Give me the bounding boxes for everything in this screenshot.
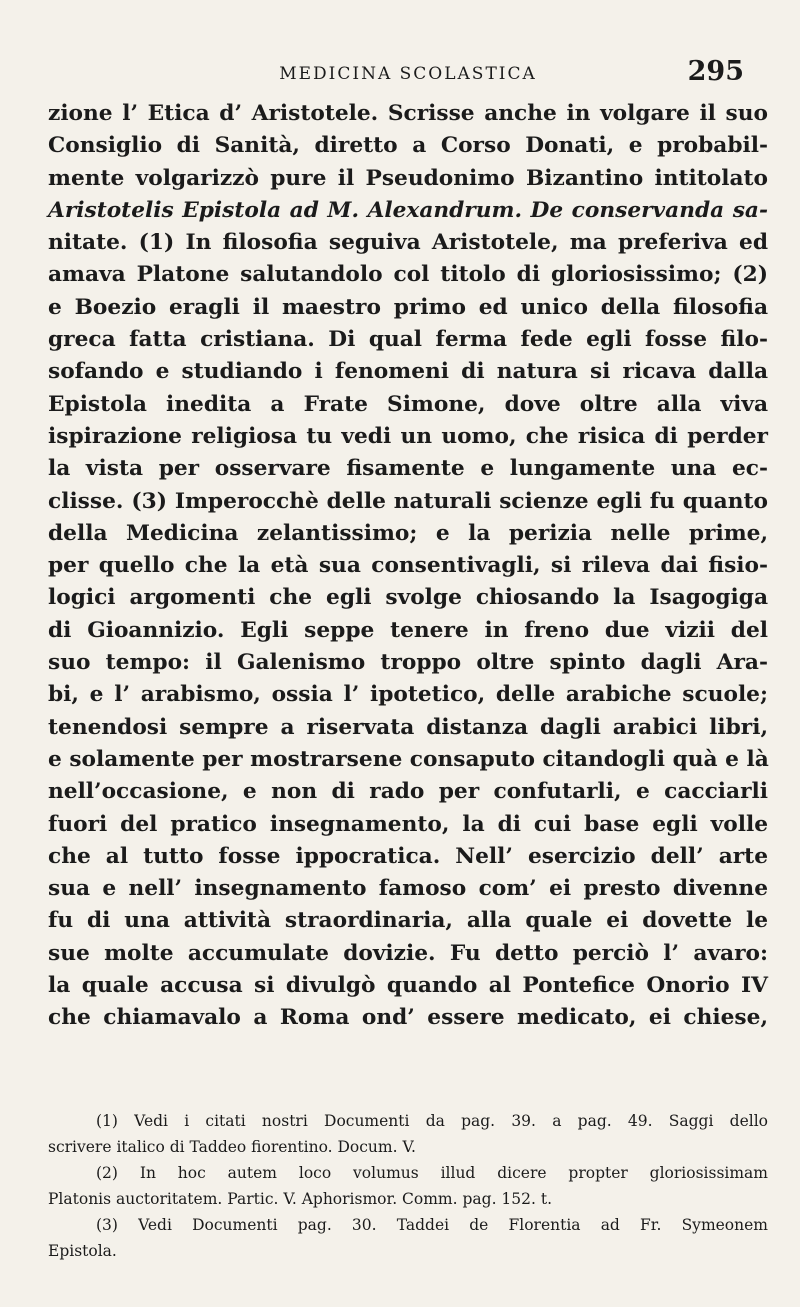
- text-line: la quale accusa si divulgò quando al Pontefice Onorio IV: [48, 973, 768, 999]
- text-line: clisse. (3) Imperocchè delle naturali scienze egli fu quanto: [48, 488, 768, 514]
- footnote-line: (2) In hoc autem loco volumus illud dicere propter gloriosissimam: [96, 1164, 768, 1182]
- text-line: che chiamavalo a Roma ond’ essere medicato, ei chiese,: [48, 1005, 768, 1031]
- text-line: della Medicina zelantissimo; e la perizia nelle prime,: [48, 520, 768, 546]
- text-line: di Gioannizio. Egli seppe tenere in freno due vizii del: [48, 617, 768, 643]
- main-text: [48, 98, 768, 1035]
- running-head: MEDICINA SCOLASTICA: [279, 64, 537, 84]
- footnote-line: scrivere italico di Taddeo fiorentino. Docum. V.: [48, 1138, 416, 1156]
- text-line: ispirazione religiosa tu vedi un uomo, che risica di perder: [48, 423, 768, 449]
- text-line: logici argomenti che egli svolge chiosando la Isagogiga: [48, 585, 768, 611]
- text-line: fu di una attività straordinaria, alla quale ei dovette le: [48, 908, 768, 934]
- text-line: greca fatta cristiana. Di qual ferma fede egli fosse filo-: [48, 327, 768, 353]
- footnote-line: (1) Vedi i citati nostri Documenti da pag. 39. a pag. 49. Saggi dello: [96, 1112, 768, 1130]
- text-line: sue molte accumulate dovizie. Fu detto perciò l’ avaro:: [48, 940, 768, 966]
- footnote-line: (3) Vedi Documenti pag. 30. Taddei de Florentia ad Fr. Symeonem: [96, 1216, 768, 1234]
- footnote-line: Epistola.: [48, 1242, 117, 1260]
- footnotes: [48, 1108, 768, 1264]
- text-line: Aristotelis Epistola ad M. Alexandrum. De conservanda sa-: [48, 197, 768, 223]
- text-line: che al tutto fosse ippocratica. Nell’ esercizio dell’ arte: [48, 843, 768, 869]
- text-line: nell’occasione, e non di rado per confutarli, e cacciarli: [48, 779, 768, 805]
- text-line: Consiglio di Sanità, diretto a Corso Donati, e probabil-: [48, 133, 768, 159]
- text-line: mente volgarizzò pure il Pseudonimo Bizantino intitolato: [48, 165, 768, 191]
- page-header: [48, 56, 768, 96]
- text-line: e Boezio eragli il maestro primo ed unico della filosofia: [48, 294, 768, 320]
- text-line: amava Platone salutandolo col titolo di gloriosissimo; (2): [48, 262, 768, 288]
- text-line: sua e nell’ insegnamento famoso com’ ei presto divenne: [48, 876, 768, 902]
- text-line: la vista per osservare fisamente e lungamente una ec-: [48, 456, 768, 482]
- text-line: fuori del pratico insegnamento, la di cui base egli volle: [48, 811, 768, 837]
- text-line: per quello che la età sua consentivagli, si rileva dai fisio-: [48, 553, 768, 579]
- text-line: tenendosi sempre a riservata distanza dagli arabici libri,: [48, 714, 768, 740]
- footnote-line: Platonis auctoritatem. Partic. V. Aphorismor. Comm. pag. 152. t.: [48, 1190, 553, 1208]
- page-number: 295: [687, 56, 744, 87]
- text-line: bi, e l’ arabismo, ossia l’ ipotetico, delle arabiche scuole;: [48, 682, 768, 708]
- text-line: suo tempo: il Galenismo troppo oltre spinto dagli Ara-: [48, 650, 768, 676]
- text-line: sofando e studiando i fenomeni di natura si ricava dalla: [48, 359, 768, 385]
- text-line: nitate. (1) In filosofia seguiva Aristotele, ma preferiva ed: [48, 230, 768, 256]
- text-line: Epistola inedita a Frate Simone, dove oltre alla viva: [48, 391, 768, 417]
- text-line: e solamente per mostrarsene consaputo citandogli quà e là: [48, 746, 769, 772]
- text-line: zione l’ Etica d’ Aristotele. Scrisse anche in volgare il suo: [48, 101, 768, 126]
